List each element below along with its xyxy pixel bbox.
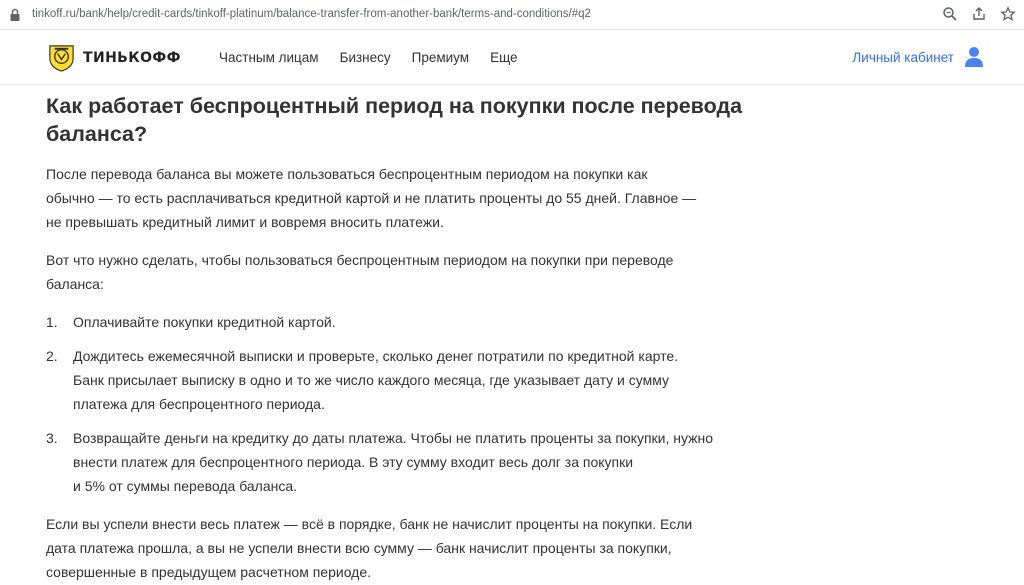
lock-icon — [9, 8, 21, 22]
article-title: Как работает беспроцентный период на покупки после перевода баланса? — [46, 94, 743, 146]
nav-item-premium[interactable]: Премиум — [411, 50, 470, 65]
list-item: 3. Возвращайте деньги на кредитку до даты платежа. Чтобы не платить проценты за покупки, нужно внести платеж для беспроцентного периода. В эту сумму входит весь долг за покупки и 5% от суммы перевода баланса. — [46, 430, 714, 494]
site-header — [0, 30, 1024, 85]
list-item: 2. Дождитесь ежемесячной выписки и проверьте, сколько денег потратили по кредитной карте. Банк присылает выписку в одно и то же число каждого месяца, где указывает дату и сумму платежа для беспроцентного периода. — [46, 348, 679, 412]
outcome-paragraph: Если вы успели внести весь платеж — всё в порядке, банк не начислит проценты на покупки. Если дата платежа прошла, а вы не успели внести всю сумму — банк начислит проценты за покупки, совершенные в предыдущем расчетном периоде. — [46, 516, 693, 580]
list-item: 1. Оплачивайте покупки кредитной картой. — [46, 314, 336, 330]
bookmark-star-icon[interactable] — [1000, 6, 1016, 22]
personal-account-link[interactable]: Личный кабинет — [852, 50, 954, 65]
tinkoff-emblem-icon — [46, 42, 77, 73]
share-icon[interactable] — [971, 6, 987, 22]
user-icon[interactable] — [964, 46, 984, 68]
main-nav — [219, 50, 539, 65]
zoom-icon[interactable] — [942, 6, 958, 22]
nav-item-more[interactable]: Еще — [490, 50, 518, 65]
brand-logo[interactable] — [46, 42, 181, 73]
article — [46, 92, 746, 580]
nav-item-private[interactable]: Частным лицам — [219, 50, 319, 65]
browser-address-bar — [0, 0, 1024, 30]
intro-paragraph: После перевода баланса вы можете пользоваться беспроцентным периодом на покупки как обычно — то есть расплачиваться кредитной картой и не платить проценты до 55 дней. Главное — не превышать кредитный лимит и вовремя вносить платежи. — [46, 166, 697, 230]
nav-item-business[interactable]: Бизнесу — [339, 50, 391, 65]
url-field[interactable]: tinkoff.ru/bank/help/credit-cards/tinkoff-platinum/balance-transfer-from-another-bank/terms-and-conditions/#q2 — [32, 8, 591, 20]
steps-intro-paragraph: Вот что нужно сделать, чтобы пользоваться беспроцентным периодом на покупки при переводе баланса: — [46, 252, 674, 292]
brand-name: ТИНЬКОФФ — [83, 49, 181, 66]
